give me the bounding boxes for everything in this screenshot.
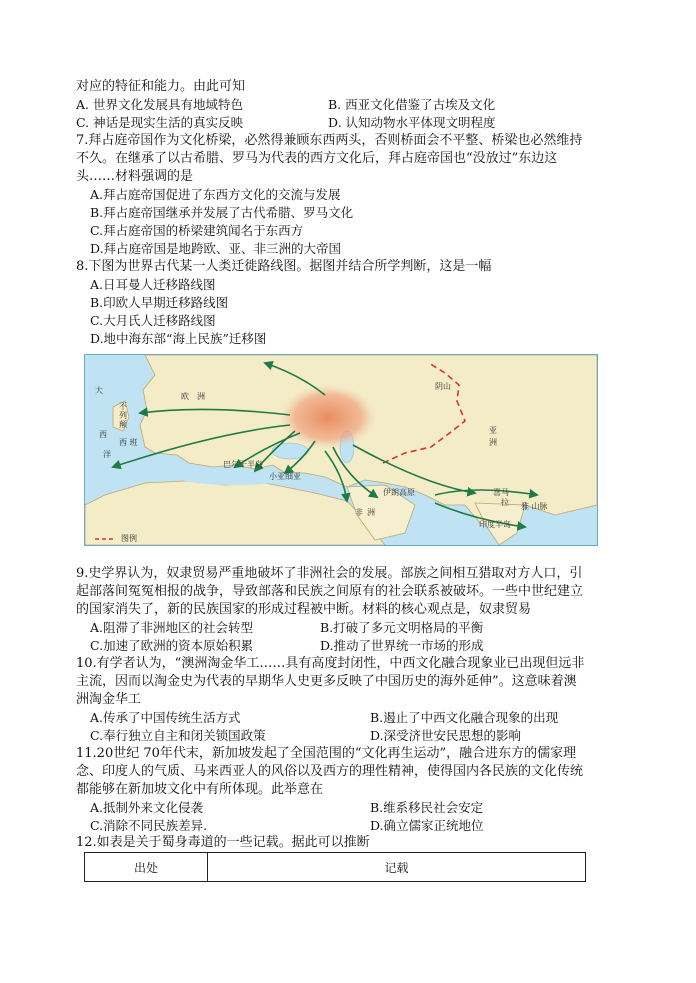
q10-stem-line-3: 洲淘金华工 xyxy=(76,692,142,707)
table-header-record: 记载 xyxy=(208,853,586,882)
q8-option-d: D.地中海东部“海上民族”迁移图 xyxy=(90,331,267,346)
migration-map xyxy=(84,354,598,546)
table-header-source: 出处 xyxy=(85,853,208,882)
table-header-row xyxy=(85,853,586,882)
migration-map-svg xyxy=(85,355,597,545)
q6-option-b: B. 西亚文化借鉴了古埃及文化 xyxy=(328,97,496,112)
q7-stem-line-2: 不久。在继承了以古希腊、罗马为代表的西方文化后，拜占庭帝国也“没放过”东边这 xyxy=(76,151,558,166)
label-xiaoya: 小亚细亚 xyxy=(269,472,301,481)
q6-option-c: C. 神话是现实生活的真实反映 xyxy=(76,115,244,130)
q9-option-b: B.打破了多元文明格局的平衡 xyxy=(320,620,484,635)
q7-stem-line-3: 头……材料强调的是 xyxy=(76,169,194,184)
q8-option-a: A.日耳曼人迁移路线图 xyxy=(90,277,216,292)
label-ximala3: 雅 山脉 xyxy=(521,502,548,511)
q9-option-c: C.加速了欧洲的资本原始积累 xyxy=(90,638,254,653)
q8-option-b: B.印欧人早期迁移路线图 xyxy=(90,295,229,310)
q11-option-c: C.消除不同民族差异. xyxy=(90,818,208,833)
q7-option-b: B.拜占庭帝国继承并发展了古代希腊、罗马文化 xyxy=(90,205,354,220)
q10-option-d: D.深受济世安民思想的影响 xyxy=(370,728,522,743)
label-bulie2: 列 xyxy=(119,411,127,420)
label-ouzhou: 欧 xyxy=(181,392,189,401)
label-da: 大 xyxy=(95,386,103,395)
q10-option-c: C.奉行独立自主和闭关锁国政策 xyxy=(90,728,266,743)
label-bulie3: 颠 xyxy=(119,420,127,429)
q11-stem-line-3: 都能够在新加坡文化中有所体现。此举意在 xyxy=(76,782,324,797)
label-xi: 西 xyxy=(99,430,107,439)
label-yinshan: 阴山 xyxy=(435,382,451,391)
q11-stem-line-1: 11.20世纪 70年代末，新加坡发起了全国范围的“文化再生运动”，融合进东方的儒家理 xyxy=(76,746,577,761)
q9-option-d: D.推动了世界统一市场的形成 xyxy=(320,638,484,653)
q7-option-a: A.拜占庭帝国促进了东西方文化的交流与发展 xyxy=(90,187,341,202)
q7-stem-line-1: 7.拜占庭帝国作为文化桥梁，必然得兼顾东西两头，否则桥面会不平整、桥梁也必然维持 xyxy=(76,133,583,148)
label-yazhou: 亚 xyxy=(489,426,497,435)
q10-stem-line-2: 主流，因而以淘金史为代表的早期华人史更多反映了中国历史的海外延伸”。这意味着澳 xyxy=(76,674,577,689)
label-legend: 图例 xyxy=(121,534,137,543)
q10-option-b: B.遏止了中西文化融合现象的出现 xyxy=(370,710,559,725)
q10-stem-line-1: 10.有学者认为，“澳洲淘金华工……具有高度封闭性，中西文化融合现象业已出现但远非 xyxy=(76,656,585,671)
label-bahuo: 巴尔干半岛 xyxy=(223,460,263,469)
label-ouzhou2: 洲 xyxy=(197,392,205,401)
q11-option-d: D.确立儒家正统地位 xyxy=(370,818,484,833)
q11-option-a: A.抵制外来文化侵袭 xyxy=(90,800,204,815)
q9-stem-line-1: 9.史学界认为，奴隶贸易严重地破坏了非洲社会的发展。部族之间相互猎取对方人口，引 xyxy=(76,566,583,581)
label-yang: 洋 xyxy=(103,450,111,459)
label-yazhou2: 洲 xyxy=(489,438,497,447)
q12-table xyxy=(84,852,586,882)
origin-zone xyxy=(280,385,376,449)
label-feizhou: 非 xyxy=(355,508,363,517)
q11-stem-line-2: 念、印度人的气质、马来西亚人的风俗以及西方的理性精神，使得国内各民族的文化传统 xyxy=(76,764,584,779)
q7-option-c: C.拜占庭帝国的桥梁建筑闻名于东西方 xyxy=(90,223,304,238)
label-feizhou2: 洲 xyxy=(367,508,375,517)
q9-stem-line-3: 的国家消失了，新的民族国家的形成过程被中断。材料的核心观点是，奴隶贸易 xyxy=(76,602,532,617)
label-yilang: 伊朗高原 xyxy=(383,488,415,497)
q12-stem: 12.如表是关于蜀身毒道的一些记载。据此可以推断 xyxy=(76,835,370,850)
q9-option-a: A.阻滞了非洲地区的社会转型 xyxy=(90,620,254,635)
q9-stem-line-2: 起部落间冤冤相报的战争，导致部落和民族之间原有的社会联系被破坏。一些中世纪建立 xyxy=(76,584,584,599)
q6-option-a: A. 世界文化发展具有地域特色 xyxy=(76,97,243,112)
q10-option-a: A.传承了中国传统生活方式 xyxy=(90,710,241,725)
label-bulie: 不 xyxy=(119,402,127,411)
q11-option-b: B.维系移民社会安定 xyxy=(370,800,484,815)
q6-stem-tail: 对应的特征和能力。由此可知 xyxy=(76,79,246,94)
q8-stem: 8.下图为世界古代某一人类迁徙路线图。据图并结合所学判断，这是一幅 xyxy=(76,259,492,274)
q7-option-d: D.拜占庭帝国是地跨欧、亚、非三洲的大帝国 xyxy=(90,241,342,256)
q6-option-d: D. 认知动物水平体现文明程度 xyxy=(328,115,496,130)
label-ximala: 喜马 xyxy=(493,488,509,497)
q8-option-c: C.大月氏人迁移路线图 xyxy=(90,313,216,328)
label-ximala2: 拉 xyxy=(501,498,509,507)
label-yindu: 印度半岛 xyxy=(479,520,511,529)
label-xiban: 西 班 xyxy=(119,438,138,447)
